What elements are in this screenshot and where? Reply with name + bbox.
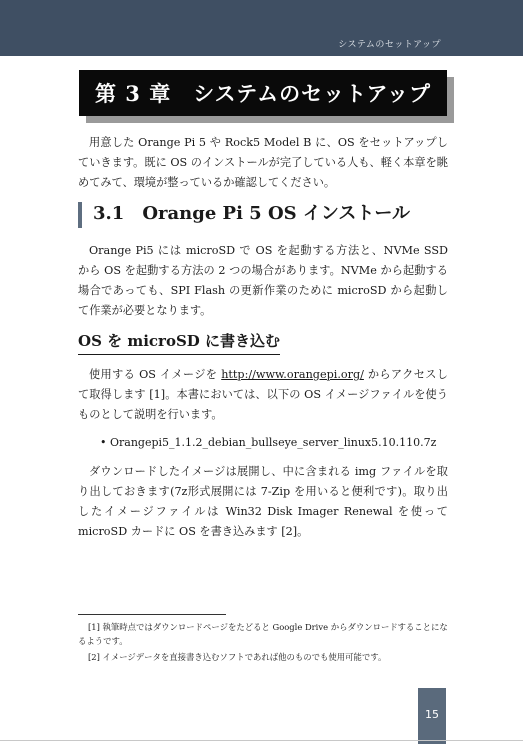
footnote-divider xyxy=(78,614,226,615)
subsection-paragraph-2: ダウンロードしたイメージは展開し、中に含まれる img ファイルを取り出しておきます(7z形式展開には 7-Zip を用いると便利です)。取り出したイメージファイルは Win32 Disk Imager Renewal を使って microSD カードに OS を書き込みます [2]。 xyxy=(78,465,448,538)
paragraph-text: からアクセスして取得します [1]。本書においては、以下の OS イメージファイルを使うものとして説明を行います。 xyxy=(78,368,448,421)
section-marker-bar xyxy=(78,202,82,228)
page-bottom-line xyxy=(0,740,523,741)
section-title: 3.1 Orange Pi 5 OS インストール xyxy=(93,203,411,224)
page-number: 15 xyxy=(425,708,439,721)
footnote-2: [2] イメージデータを直接書き込むソフトであれば他のものでも使用可能です。 xyxy=(88,652,387,662)
paragraph-text: 使用する OS イメージを xyxy=(89,368,222,381)
header-band xyxy=(0,0,523,56)
footnote-1: [1] 執筆時点ではダウンロードページをたどると Google Drive からダウンロードすることになるようです。 xyxy=(78,622,448,646)
chapter-title: 第 3 章 システムのセットアップ xyxy=(94,81,432,106)
bullet-text: Orangepi5_1.1.2_debian_bullseye_server_linux5.10.110.7z xyxy=(110,436,437,449)
subsection-title: OS を microSD に書き込む xyxy=(78,329,280,355)
subsection-paragraph-1 xyxy=(78,365,448,425)
section-paragraph: Orange Pi5 には microSD で OS を起動する方法と、NVMe SSD から OS を起動する方法の 2 つの場合があります。NVMe から起動する場合であっても、SPI Flash の更新作業のために microSD から起動して作業が必要となります。 xyxy=(78,244,448,317)
running-header: システムのセットアップ xyxy=(338,40,441,50)
chapter-title-box xyxy=(79,70,447,116)
orangepi-link[interactable]: http://www.orangepi.org/ xyxy=(221,368,364,381)
bullet-item xyxy=(100,433,436,453)
bullet-icon: • xyxy=(100,436,107,449)
intro-paragraph: 用意した Orange Pi 5 や Rock5 Model B に、OS をセットアップしていきます。既に OS のインストールが完了している人も、軽く本章を眺めてみて、環境が整っているか確認してください。 xyxy=(78,136,448,189)
